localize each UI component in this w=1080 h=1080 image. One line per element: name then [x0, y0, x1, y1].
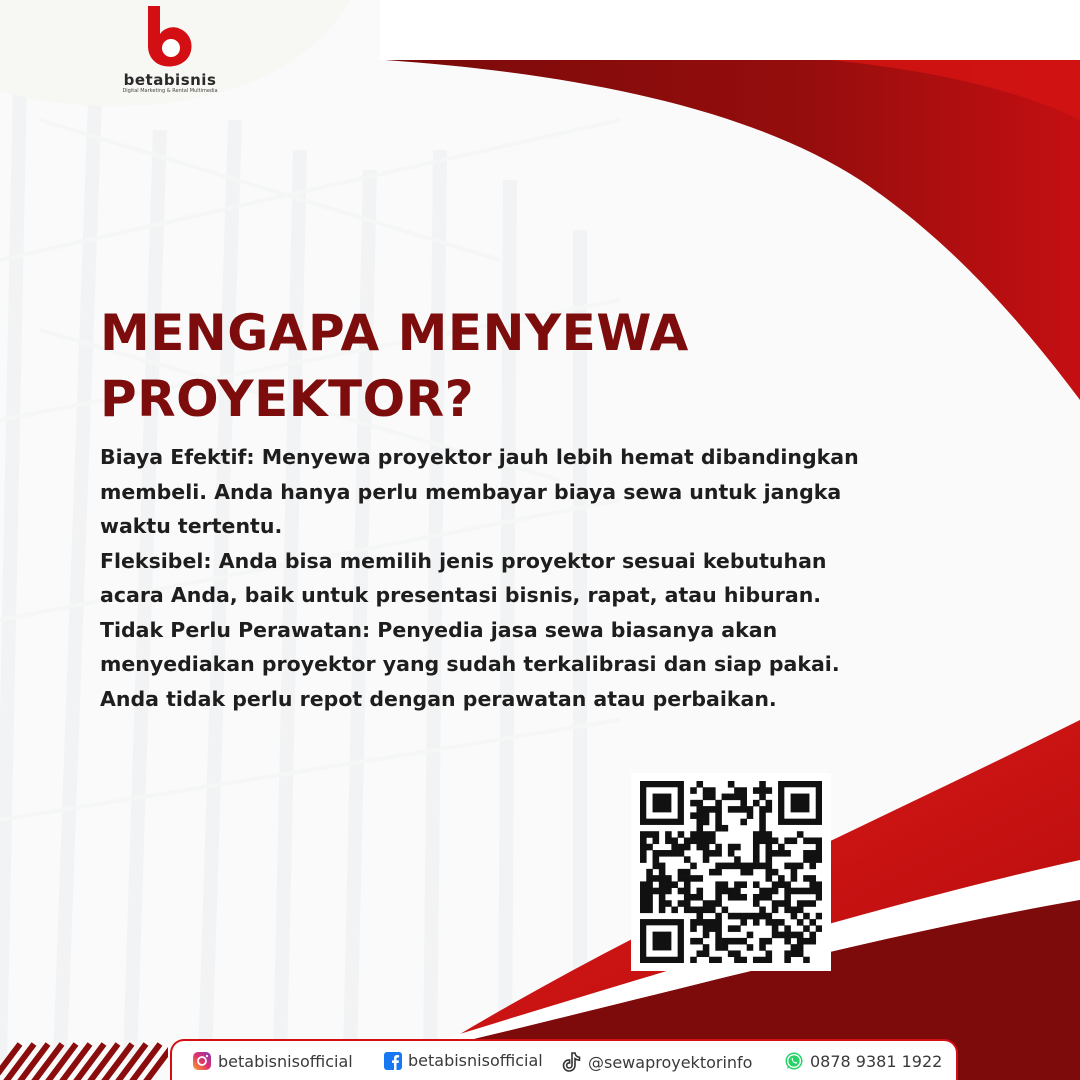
- headline-line-2: PROYEKTOR?: [100, 370, 475, 428]
- qr-code-icon: [640, 781, 822, 963]
- brand-logo: [112, 4, 228, 104]
- whatsapp-link[interactable]: [784, 1051, 942, 1071]
- social-footer: [170, 1039, 958, 1080]
- tiktok-icon: [560, 1051, 582, 1073]
- brand-tagline: Digital Marketing & Rental Multimedia: [122, 88, 218, 94]
- tiktok-handle: @sewaproyektorinfo: [588, 1052, 753, 1072]
- headline: [100, 300, 820, 432]
- headline-line-1: MENGAPA MENYEWA: [100, 304, 689, 362]
- facebook-icon: [384, 1052, 402, 1070]
- hatch-decoration: [0, 1040, 168, 1080]
- qr-code-card[interactable]: [631, 773, 831, 971]
- whatsapp-number: 0878 9381 1922: [810, 1051, 943, 1071]
- facebook-handle: betabisnisofficial: [408, 1051, 543, 1070]
- brand-mark-icon: [142, 4, 198, 70]
- instagram-link[interactable]: [192, 1051, 353, 1071]
- benefit-item: Tidak Perlu Perawatan: Penyedia jasa sewa biasanya akan menyediakan proyektor yang sudah terkalibrasi dan siap pakai. Anda tidak perlu repot dengan perawatan atau perbaikan.: [100, 617, 840, 711]
- benefit-item: Fleksibel: Anda bisa memilih jenis proyektor sesuai kebutuhan acara Anda, baik untuk presentasi bisnis, rapat, atau hiburan.: [100, 548, 827, 607]
- benefit-item: Biaya Efektif: Menyewa proyektor jauh lebih hemat dibandingkan membeli. Anda hanya perlu membayar biaya sewa untuk jangka waktu tertentu.: [100, 445, 859, 538]
- brand-name: betabisnis: [123, 71, 217, 89]
- facebook-link[interactable]: [384, 1051, 543, 1070]
- benefit-list: [100, 440, 880, 716]
- tiktok-link[interactable]: [560, 1051, 752, 1073]
- whatsapp-icon: [784, 1051, 804, 1071]
- instagram-icon: [192, 1051, 212, 1071]
- instagram-handle: betabisnisofficial: [218, 1051, 353, 1071]
